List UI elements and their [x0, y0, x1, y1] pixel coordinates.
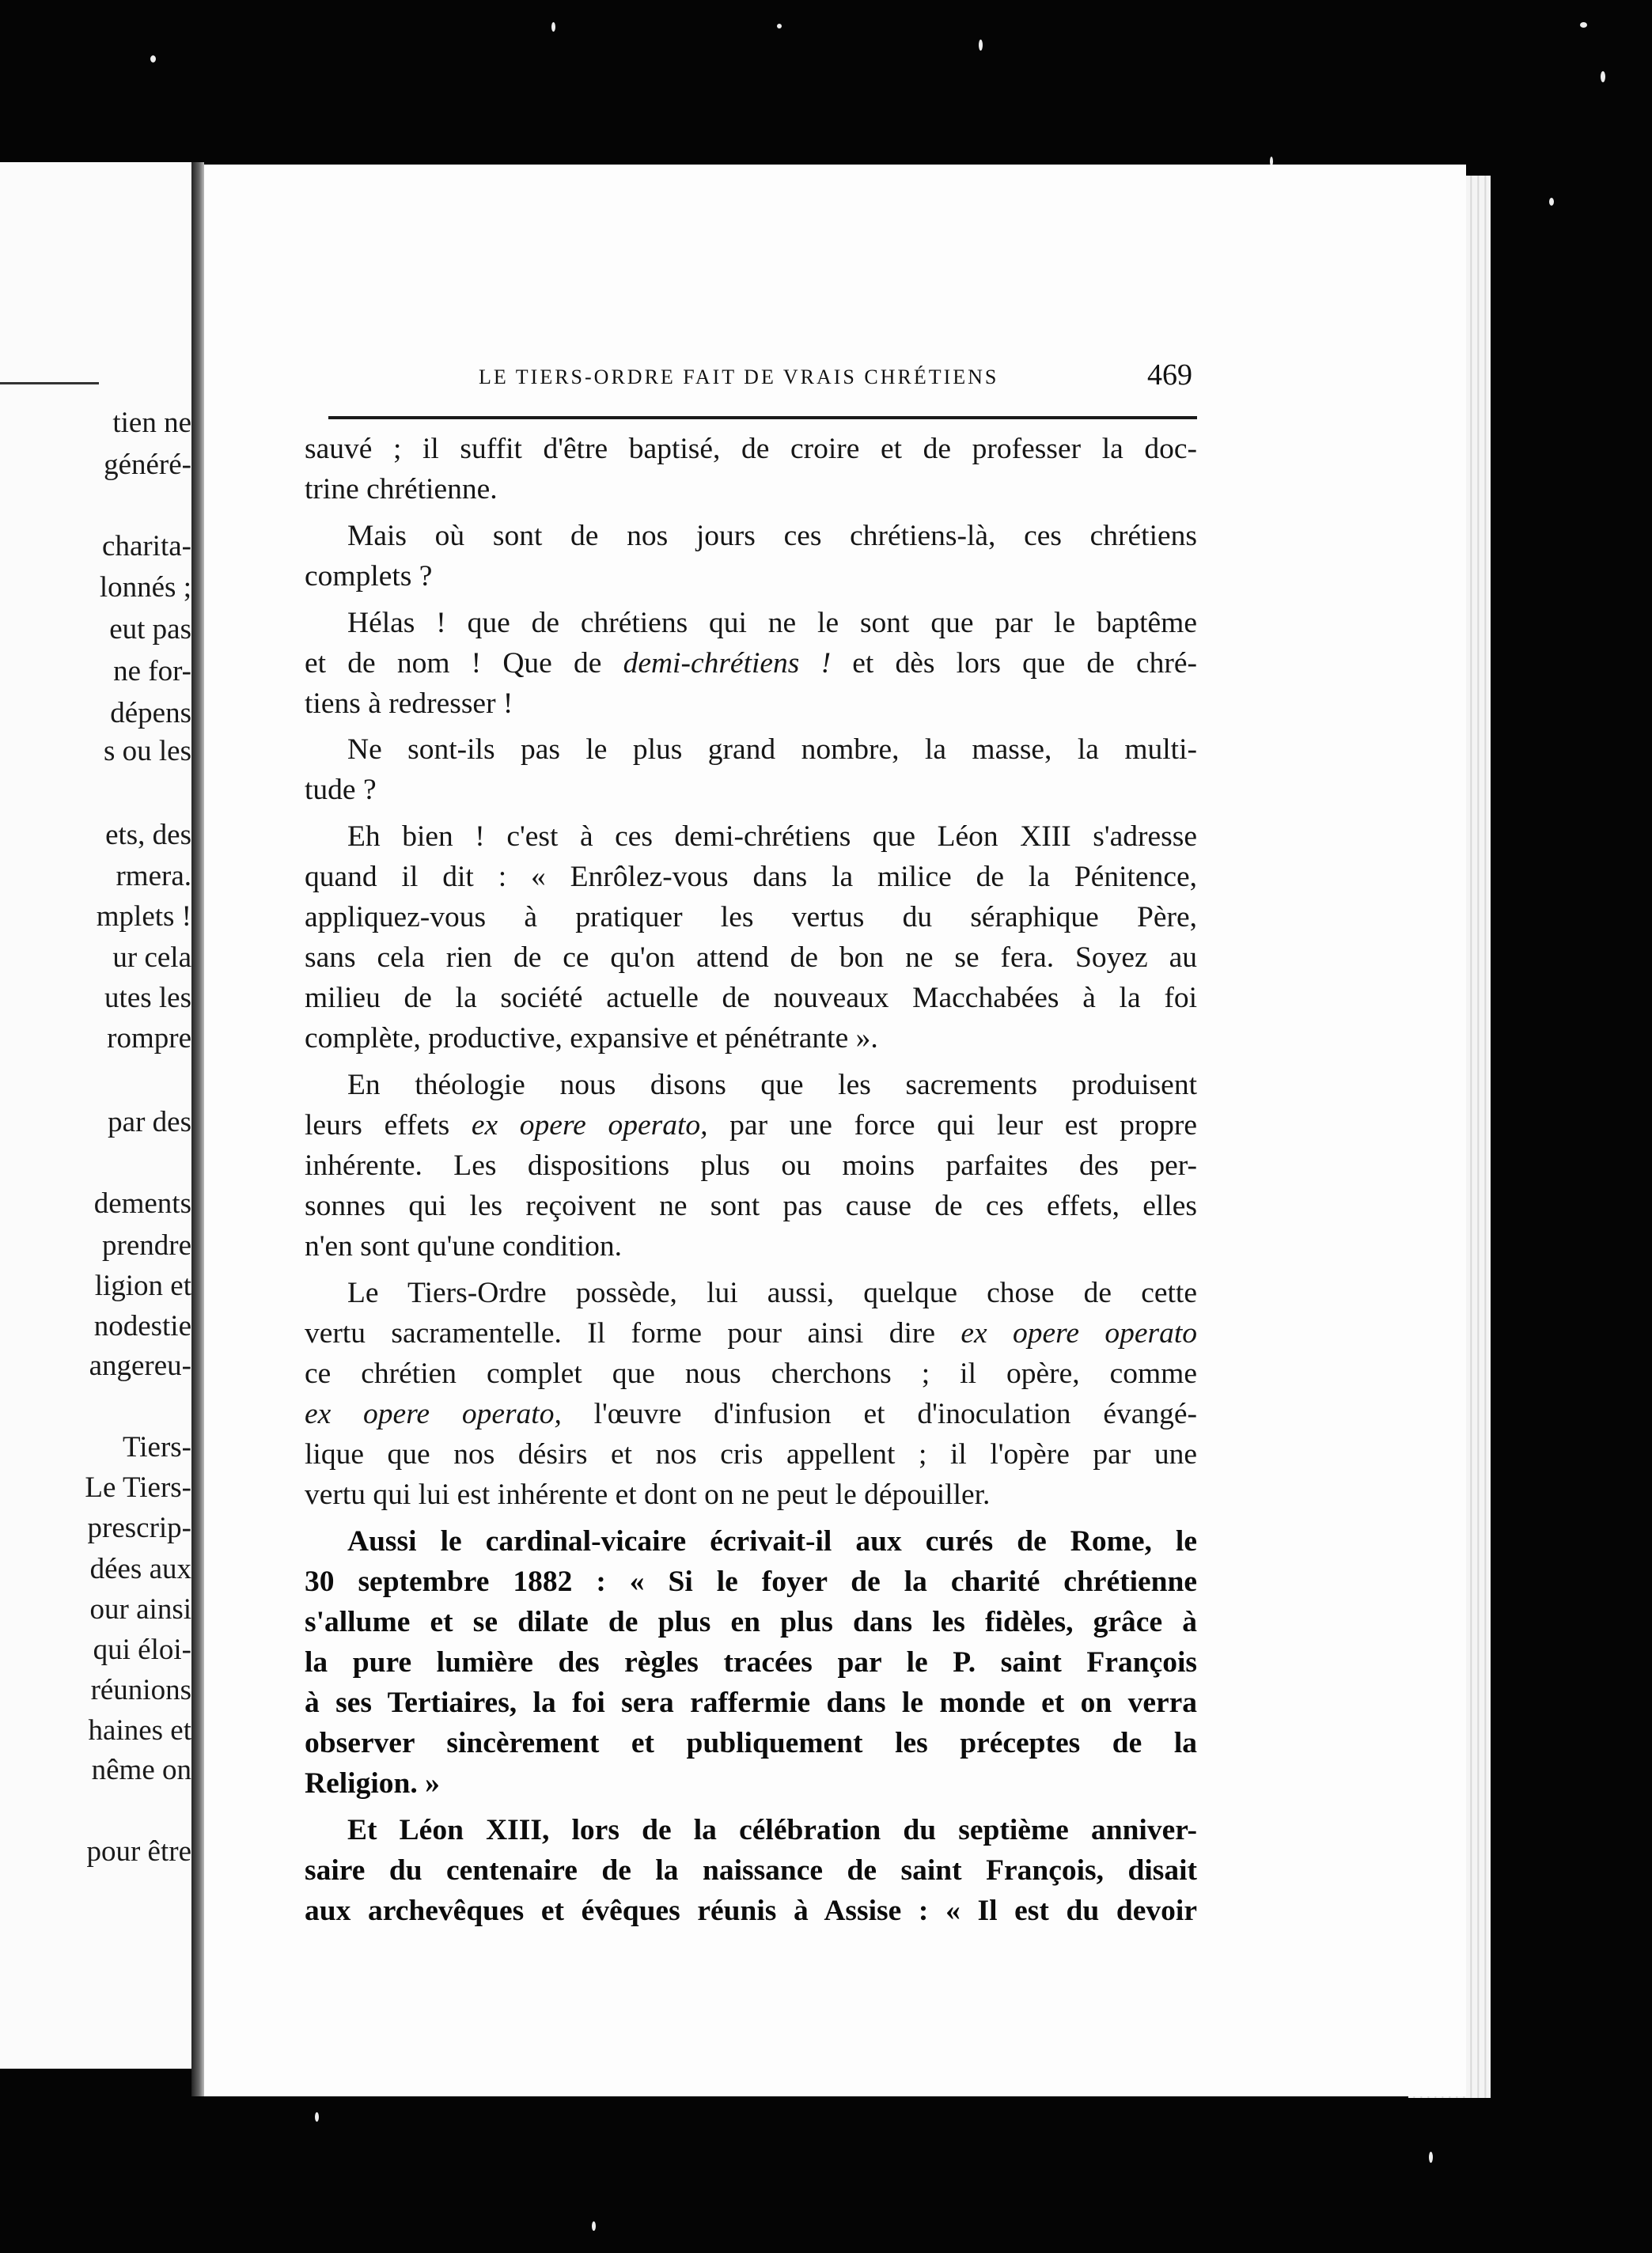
- left-line: qui éloi-: [93, 1634, 191, 1666]
- text-line: [305, 1396, 1197, 1433]
- text-line: [305, 646, 1197, 682]
- italic-run: ex opere operato,: [471, 1109, 708, 1142]
- left-line: mplets !: [96, 900, 191, 933]
- left-line: haines et: [88, 1714, 191, 1747]
- text-run: leurs effets: [305, 1109, 472, 1142]
- dust-speck: [315, 2112, 319, 2122]
- left-line: tien ne: [112, 407, 191, 439]
- italic-run: demi-chrétiens !: [623, 647, 832, 680]
- left-line: ur cela: [112, 941, 191, 974]
- text-line: lique que nos désirs et nos cris appellent ; il l'opère par une: [305, 1438, 1197, 1471]
- dust-speck: [592, 2221, 596, 2231]
- text-line: En théologie nous disons que les sacrements produisent: [347, 1069, 1197, 1101]
- left-line: utes les: [104, 982, 191, 1014]
- left-line: généré-: [104, 449, 191, 481]
- left-line: pour être: [86, 1835, 191, 1868]
- italic-run: ex opere operato: [961, 1317, 1198, 1350]
- text-line: 30 septembre 1882 : « Si le foyer de la charité chrétienne: [305, 1566, 1197, 1598]
- left-line: Tiers-: [122, 1431, 191, 1464]
- left-line: Le Tiers-: [85, 1471, 191, 1504]
- left-line: par des: [108, 1106, 191, 1138]
- left-line: réunions: [90, 1674, 191, 1706]
- left-line: rompre: [107, 1022, 191, 1055]
- text-line: ce chrétien complet que nous cherchons ; il opère, comme: [305, 1357, 1197, 1390]
- text-line: quand il dit : « Enrôlez-vous dans la milice de la Pénitence,: [305, 861, 1197, 893]
- text-line: [305, 1108, 1197, 1144]
- left-line: ets, des: [105, 819, 191, 851]
- left-line: eut pas: [109, 613, 191, 646]
- page-number: 469: [1147, 358, 1192, 392]
- text-line: trine chrétienne.: [305, 473, 498, 506]
- left-line: dements: [93, 1187, 191, 1220]
- text-line: milieu de la société actuelle de nouveaux Macchabées à la foi: [305, 982, 1197, 1014]
- text-line: tude ?: [305, 774, 377, 806]
- text-line: Aussi le cardinal-vicaire écrivait-il aux curés de Rome, le: [347, 1525, 1197, 1558]
- left-line: prescrip-: [87, 1512, 191, 1544]
- dust-speck: [979, 40, 983, 51]
- text-line: [305, 1316, 1197, 1352]
- text-line: la pure lumière des règles tracées par le P. saint François: [305, 1646, 1197, 1679]
- text-line: inhérente. Les dispositions plus ou moins parfaites des per-: [305, 1149, 1197, 1182]
- text-line: observer sincèrement et publiquement les préceptes de la: [305, 1727, 1197, 1759]
- left-line: rmera.: [116, 860, 191, 892]
- text-line: Religion. »: [305, 1767, 440, 1800]
- left-line: our ainsi: [89, 1593, 191, 1626]
- text-run: l'œuvre d'infusion et d'inoculation évangé-: [561, 1398, 1197, 1430]
- dust-speck: [1580, 22, 1587, 28]
- left-line: prendre: [102, 1229, 191, 1262]
- dust-speck: [551, 22, 555, 32]
- text-line: s'allume et se dilate de plus en plus dans les fidèles, grâce à: [305, 1606, 1197, 1638]
- text-line: tiens à redresser !: [305, 687, 513, 720]
- book-gutter: [191, 162, 204, 2096]
- left-line: nodestie: [93, 1310, 191, 1342]
- text-line: à ses Tertiaires, la foi sera raffermie dans le monde et on verra: [305, 1687, 1197, 1719]
- text-run: et dès lors que de chré-: [831, 647, 1198, 680]
- text-run: par une force qui leur est propre: [707, 1109, 1197, 1142]
- text-line: Hélas ! que de chrétiens qui ne le sont que par le baptême: [347, 607, 1197, 639]
- text-run: vertu sacramentelle. Il forme pour ainsi dire: [305, 1317, 961, 1350]
- left-line: nême on: [91, 1754, 191, 1786]
- text-line: sans cela rien de ce qu'on attend de bon ne se fera. Soyez au: [305, 941, 1197, 974]
- left-line: lonnés ;: [99, 571, 191, 604]
- text-line: Le Tiers-Ordre possède, lui aussi, quelque chose de cette: [347, 1277, 1197, 1309]
- dust-speck: [1549, 198, 1554, 206]
- text-line: complète, productive, expansive et pénétrante ».: [305, 1022, 878, 1055]
- text-line: saire du centenaire de la naissance de saint François, disait: [305, 1854, 1197, 1887]
- left-page-rule: [0, 382, 99, 384]
- text-line: sauvé ; il suffit d'être baptisé, de croire et de professer la doc-: [305, 433, 1197, 465]
- left-line: dépens: [110, 697, 191, 729]
- text-line: complets ?: [305, 560, 433, 593]
- left-line: s ou les: [104, 735, 191, 767]
- text-line: aux archevêques et évêques réunis à Assise : « Il est du devoir: [305, 1895, 1197, 1927]
- dust-speck: [1601, 71, 1605, 82]
- text-line: Ne sont-ils pas le plus grand nombre, la masse, la multi-: [347, 733, 1197, 766]
- text-line: Et Léon XIII, lors de la célébration du septième anniver-: [347, 1814, 1197, 1846]
- dust-speck: [150, 55, 156, 62]
- left-line: dées aux: [89, 1553, 191, 1585]
- text-line: Mais où sont de nos jours ces chrétiens-là, ces chrétiens: [347, 520, 1197, 552]
- header-rule: [328, 416, 1197, 419]
- text-line: Eh bien ! c'est à ces demi-chrétiens que Léon XIII s'adresse: [347, 820, 1197, 853]
- left-line: charita-: [102, 530, 191, 562]
- left-line: angereu-: [89, 1350, 191, 1382]
- left-line: ne for-: [113, 655, 191, 687]
- running-head: LE TIERS-ORDRE FAIT DE VRAIS CHRÉTIENS: [479, 365, 999, 388]
- dust-speck: [777, 24, 782, 28]
- left-line: ligion et: [94, 1270, 191, 1302]
- text-line: n'en sont qu'une condition.: [305, 1230, 622, 1263]
- italic-run: ex opere operato,: [305, 1398, 562, 1430]
- text-line: sonnes qui les reçoivent ne sont pas cause de ces effets, elles: [305, 1190, 1197, 1222]
- text-line: vertu qui lui est inhérente et dont on ne peut le dépouiller.: [305, 1479, 991, 1511]
- text-run: et de nom ! Que de: [305, 647, 623, 680]
- text-line: appliquez-vous à pratiquer les vertus du séraphique Père,: [305, 901, 1197, 933]
- dust-speck: [1429, 2152, 1433, 2163]
